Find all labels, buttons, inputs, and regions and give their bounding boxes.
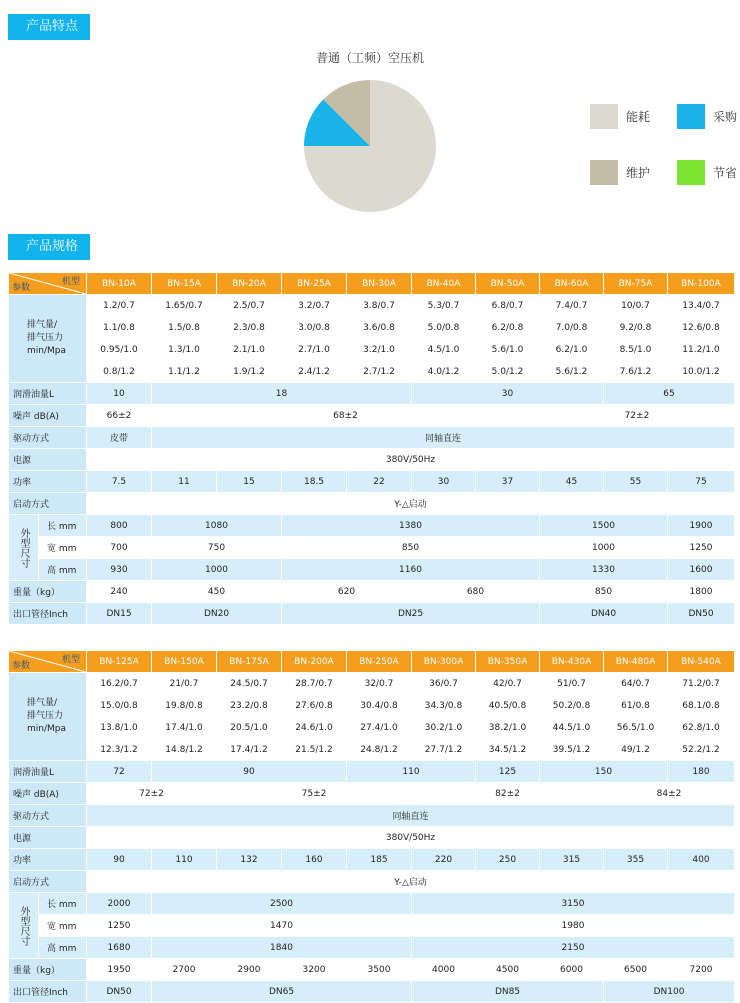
oil-cell: 90 <box>152 761 347 783</box>
flow-cell: 16.2/0.7 <box>87 673 152 695</box>
model-header: BN-30A <box>347 273 412 295</box>
flow-cell: 17.4/1.2 <box>217 739 282 761</box>
flow-cell: 10.0/1.2 <box>668 361 735 383</box>
weight-cell: 6000 <box>540 959 604 981</box>
flow-cell: 1.1/1.2 <box>152 361 217 383</box>
model-header: BN-350A <box>476 651 540 673</box>
flow-cell: 50.2/0.8 <box>540 695 604 717</box>
legend-swatch <box>590 104 618 129</box>
model-header: BN-50A <box>476 273 540 295</box>
start-cell: Y-△启动 <box>87 871 735 893</box>
model-header: BN-25A <box>282 273 347 295</box>
row-label-dimensions: 外型尺寸 <box>9 515 39 581</box>
flow-cell: 23.2/0.8 <box>217 695 282 717</box>
flow-cell: 0.95/1.0 <box>87 339 152 361</box>
width-cell: 1250 <box>668 537 735 559</box>
power-cell: 185 <box>347 849 412 871</box>
row-label-weight: 重量（kg） <box>9 581 87 603</box>
height-cell: 1600 <box>668 559 735 581</box>
flow-cell: 1.2/0.7 <box>87 295 152 317</box>
model-header: BN-150A <box>152 651 217 673</box>
section-tab-specs: 产品规格 <box>8 234 90 260</box>
flow-cell: 56.5/1.0 <box>604 717 668 739</box>
flow-cell: 24.5/0.7 <box>217 673 282 695</box>
section-tab-features: 产品特点 <box>8 14 90 40</box>
flow-cell: 38.2/1.0 <box>476 717 540 739</box>
flow-cell: 11.2/1.0 <box>668 339 735 361</box>
length-cell: 3150 <box>412 893 735 915</box>
row-label-start: 启动方式 <box>9 871 87 893</box>
legend-label: 采购 <box>713 110 738 124</box>
spec-table-1 <box>8 272 735 625</box>
legend-item-purchase <box>677 104 737 129</box>
flow-cell: 8.5/1.0 <box>604 339 668 361</box>
model-header: BN-250A <box>347 651 412 673</box>
power-cell: 132 <box>217 849 282 871</box>
flow-cell: 2.4/1.2 <box>282 361 347 383</box>
flow-cell: 21.5/1.2 <box>282 739 347 761</box>
weight-cell: 240 <box>87 581 152 603</box>
row-label-power: 功率 <box>9 471 87 493</box>
outlet-cell: DN15 <box>87 603 152 625</box>
outlet-cell: DN85 <box>412 981 604 1003</box>
weight-cell: 7200 <box>668 959 735 981</box>
width-cell: 750 <box>152 537 282 559</box>
power-source-cell: 380V/50Hz <box>87 827 735 849</box>
flow-cell: 3.8/0.7 <box>347 295 412 317</box>
row-label-drive: 驱动方式 <box>9 427 87 449</box>
flow-cell: 2.1/1.0 <box>217 339 282 361</box>
flow-cell: 5.0/1.2 <box>476 361 540 383</box>
noise-cell: 72±2 <box>87 783 217 805</box>
length-cell: 1080 <box>152 515 282 537</box>
model-header: BN-15A <box>152 273 217 295</box>
flow-cell: 15.0/0.8 <box>87 695 152 717</box>
row-label-height: 高 mm <box>39 559 87 581</box>
power-cell: 250 <box>476 849 540 871</box>
flow-cell: 27.7/1.2 <box>412 739 476 761</box>
power-cell: 11 <box>152 471 217 493</box>
row-label-width: 宽 mm <box>39 915 87 937</box>
row-label-noise: 噪声 dB(A) <box>9 783 87 805</box>
flow-cell: 39.5/1.2 <box>540 739 604 761</box>
flow-cell: 42/0.7 <box>476 673 540 695</box>
drive-cell: 同轴直连 <box>87 805 735 827</box>
oil-cell: 180 <box>668 761 735 783</box>
flow-cell: 13.8/1.0 <box>87 717 152 739</box>
flow-cell: 3.2/0.7 <box>282 295 347 317</box>
flow-cell: 5.6/1.0 <box>476 339 540 361</box>
model-header: BN-20A <box>217 273 282 295</box>
weight-cell: 3500 <box>347 959 412 981</box>
flow-cell: 32/0.7 <box>347 673 412 695</box>
row-label-weight: 重量（kg） <box>9 959 87 981</box>
row-label-start: 启动方式 <box>9 493 87 515</box>
length-cell: 1380 <box>282 515 540 537</box>
flow-cell: 30.2/1.0 <box>412 717 476 739</box>
power-cell: 75 <box>668 471 735 493</box>
noise-cell: 68±2 <box>152 405 540 427</box>
flow-cell: 49/1.2 <box>604 739 668 761</box>
weight-cell: 1800 <box>668 581 735 603</box>
legend-item-energy <box>590 104 650 129</box>
flow-cell: 34.3/0.8 <box>412 695 476 717</box>
flow-cell: 2.7/1.0 <box>282 339 347 361</box>
flow-cell: 5.3/0.7 <box>412 295 476 317</box>
row-label-dimensions: 外型尺寸 <box>9 893 39 959</box>
row-label-length: 长 mm <box>39 893 87 915</box>
row-label-length: 长 mm <box>39 515 87 537</box>
width-cell: 700 <box>87 537 152 559</box>
power-cell: 220 <box>412 849 476 871</box>
flow-cell: 1.65/0.7 <box>152 295 217 317</box>
legend-item-saving <box>677 160 737 185</box>
flow-cell: 14.8/1.2 <box>152 739 217 761</box>
flow-cell: 6.8/0.7 <box>476 295 540 317</box>
power-cell: 90 <box>87 849 152 871</box>
power-cell: 55 <box>604 471 668 493</box>
power-cell: 355 <box>604 849 668 871</box>
oil-cell: 110 <box>347 761 476 783</box>
flow-cell: 12.6/0.8 <box>668 317 735 339</box>
power-cell: 110 <box>152 849 217 871</box>
weight-cell: 2700 <box>152 959 217 981</box>
flow-cell: 44.5/1.0 <box>540 717 604 739</box>
weight-cell: 4000 <box>412 959 476 981</box>
drive-cell: 皮带 <box>87 427 152 449</box>
noise-cell: 72±2 <box>540 405 735 427</box>
noise-cell: 84±2 <box>604 783 735 805</box>
power-cell: 30 <box>412 471 476 493</box>
row-label-width: 宽 mm <box>39 537 87 559</box>
flow-cell: 12.3/1.2 <box>87 739 152 761</box>
power-cell: 37 <box>476 471 540 493</box>
width-cell: 1000 <box>540 537 668 559</box>
flow-cell: 19.8/0.8 <box>152 695 217 717</box>
height-cell: 1160 <box>282 559 540 581</box>
outlet-cell: DN50 <box>668 603 735 625</box>
width-cell: 1470 <box>152 915 412 937</box>
flow-cell: 28.7/0.7 <box>282 673 347 695</box>
model-header: BN-200A <box>282 651 347 673</box>
legend-label: 维护 <box>626 166 651 180</box>
flow-cell: 13.4/0.7 <box>668 295 735 317</box>
power-cell: 15 <box>217 471 282 493</box>
row-label-power-source: 电源 <box>9 449 87 471</box>
row-label-height: 高 mm <box>39 937 87 959</box>
flow-cell: 7.4/0.7 <box>540 295 604 317</box>
power-cell: 18.5 <box>282 471 347 493</box>
model-header: BN-125A <box>87 651 152 673</box>
model-header: BN-430A <box>540 651 604 673</box>
flow-cell: 4.5/1.0 <box>412 339 476 361</box>
flow-cell: 2.7/1.2 <box>347 361 412 383</box>
weight-cell: 6500 <box>604 959 668 981</box>
flow-cell: 24.8/1.2 <box>347 739 412 761</box>
chart-title: 普通（工频）空压机 <box>315 51 424 65</box>
weight-cell: 1950 <box>87 959 152 981</box>
flow-cell: 17.4/1.0 <box>152 717 217 739</box>
oil-cell: 125 <box>476 761 540 783</box>
model-header: BN-175A <box>217 651 282 673</box>
weight-cell: 450 <box>152 581 282 603</box>
width-cell: 1250 <box>87 915 152 937</box>
width-cell: 850 <box>282 537 540 559</box>
flow-cell: 30.4/0.8 <box>347 695 412 717</box>
row-label-outlet: 出口管径Inch <box>9 981 87 1003</box>
length-cell: 2500 <box>152 893 412 915</box>
oil-cell: 30 <box>412 383 604 405</box>
flow-cell: 64/0.7 <box>604 673 668 695</box>
flow-cell: 71.2/0.7 <box>668 673 735 695</box>
flow-cell: 52.2/1.2 <box>668 739 735 761</box>
outlet-cell: DN20 <box>152 603 282 625</box>
outlet-cell: DN40 <box>540 603 668 625</box>
flow-cell: 40.5/0.8 <box>476 695 540 717</box>
start-cell: Y-△启动 <box>87 493 735 515</box>
flow-cell: 62.8/1.0 <box>668 717 735 739</box>
outlet-cell: DN65 <box>152 981 412 1003</box>
power-cell: 315 <box>540 849 604 871</box>
length-cell: 1900 <box>668 515 735 537</box>
flow-cell: 61/0.8 <box>604 695 668 717</box>
pie-chart <box>300 76 440 216</box>
power-cell: 160 <box>282 849 347 871</box>
flow-cell: 3.6/0.8 <box>347 317 412 339</box>
height-cell: 1000 <box>152 559 282 581</box>
height-cell: 2150 <box>412 937 735 959</box>
model-header: BN-300A <box>412 651 476 673</box>
row-label-noise: 噪声 dB(A) <box>9 405 87 427</box>
flow-cell: 2.5/0.7 <box>217 295 282 317</box>
weight-cell: 850 <box>540 581 668 603</box>
height-cell: 1680 <box>87 937 152 959</box>
flow-cell: 1.1/0.8 <box>87 317 152 339</box>
model-header: BN-10A <box>87 273 152 295</box>
flow-cell: 9.2/0.8 <box>604 317 668 339</box>
model-header: BN-40A <box>412 273 476 295</box>
weight-cell: 2900 <box>217 959 282 981</box>
spec-table-2 <box>8 650 735 1003</box>
oil-cell: 10 <box>87 383 152 405</box>
table-corner: 机型 参数 <box>9 273 87 295</box>
oil-cell: 18 <box>152 383 412 405</box>
power-cell: 7.5 <box>87 471 152 493</box>
power-source-cell: 380V/50Hz <box>87 449 735 471</box>
outlet-cell: DN25 <box>282 603 540 625</box>
row-label-power-source: 电源 <box>9 827 87 849</box>
power-cell: 400 <box>668 849 735 871</box>
oil-cell: 65 <box>604 383 735 405</box>
height-cell: 1840 <box>152 937 412 959</box>
flow-cell: 2.3/0.8 <box>217 317 282 339</box>
weight-cell: 680 <box>412 581 540 603</box>
power-cell: 22 <box>347 471 412 493</box>
flow-cell: 6.2/0.8 <box>476 317 540 339</box>
flow-cell: 68.1/0.8 <box>668 695 735 717</box>
row-label-power: 功率 <box>9 849 87 871</box>
weight-cell: 3200 <box>282 959 347 981</box>
legend-label: 能耗 <box>626 110 651 124</box>
weight-cell: 620 <box>282 581 412 603</box>
noise-cell: 66±2 <box>87 405 152 427</box>
flow-cell: 6.2/1.0 <box>540 339 604 361</box>
length-cell: 1500 <box>540 515 668 537</box>
flow-cell: 1.3/1.0 <box>152 339 217 361</box>
flow-cell: 5.6/1.2 <box>540 361 604 383</box>
table-corner: 机型 参数 <box>9 651 87 673</box>
row-label-drive: 驱动方式 <box>9 805 87 827</box>
flow-cell: 21/0.7 <box>152 673 217 695</box>
flow-cell: 27.4/1.0 <box>347 717 412 739</box>
legend-label: 节省 <box>713 166 738 180</box>
model-header: BN-480A <box>604 651 668 673</box>
flow-cell: 3.2/1.0 <box>347 339 412 361</box>
legend-item-maintenance <box>590 160 650 185</box>
outlet-cell: DN50 <box>87 981 152 1003</box>
flow-cell: 34.5/1.2 <box>476 739 540 761</box>
flow-cell: 1.9/1.2 <box>217 361 282 383</box>
flow-cell: 1.5/0.8 <box>152 317 217 339</box>
flow-cell: 5.0/0.8 <box>412 317 476 339</box>
length-cell: 2000 <box>87 893 152 915</box>
oil-cell: 150 <box>540 761 668 783</box>
legend-swatch <box>590 160 618 185</box>
model-header: BN-75A <box>604 273 668 295</box>
flow-cell: 10/0.7 <box>604 295 668 317</box>
flow-cell: 0.8/1.2 <box>87 361 152 383</box>
flow-cell: 3.0/0.8 <box>282 317 347 339</box>
flow-cell: 7.6/1.2 <box>604 361 668 383</box>
row-label-oil: 润滑油量L <box>9 383 87 405</box>
width-cell: 1980 <box>412 915 735 937</box>
flow-cell: 51/0.7 <box>540 673 604 695</box>
row-label-oil: 润滑油量L <box>9 761 87 783</box>
flow-cell: 4.0/1.2 <box>412 361 476 383</box>
legend-swatch <box>677 160 705 185</box>
row-label-flow: 排气量/ 排气压力 min/Mpa <box>9 673 87 761</box>
model-header: BN-540A <box>668 651 735 673</box>
noise-cell: 75±2 <box>217 783 412 805</box>
row-label-outlet: 出口管径Inch <box>9 603 87 625</box>
oil-cell: 72 <box>87 761 152 783</box>
model-header: BN-100A <box>668 273 735 295</box>
flow-cell: 36/0.7 <box>412 673 476 695</box>
row-label-flow: 排气量/ 排气压力 min/Mpa <box>9 295 87 383</box>
height-cell: 930 <box>87 559 152 581</box>
noise-cell: 82±2 <box>412 783 604 805</box>
flow-cell: 7.0/0.8 <box>540 317 604 339</box>
flow-cell: 20.5/1.0 <box>217 717 282 739</box>
flow-cell: 24.6/1.0 <box>282 717 347 739</box>
drive-cell: 同轴直连 <box>152 427 735 449</box>
legend-swatch <box>677 104 705 129</box>
outlet-cell: DN100 <box>604 981 735 1003</box>
model-header: BN-60A <box>540 273 604 295</box>
flow-cell: 27.6/0.8 <box>282 695 347 717</box>
weight-cell: 4500 <box>476 959 540 981</box>
height-cell: 1330 <box>540 559 668 581</box>
power-cell: 45 <box>540 471 604 493</box>
length-cell: 800 <box>87 515 152 537</box>
